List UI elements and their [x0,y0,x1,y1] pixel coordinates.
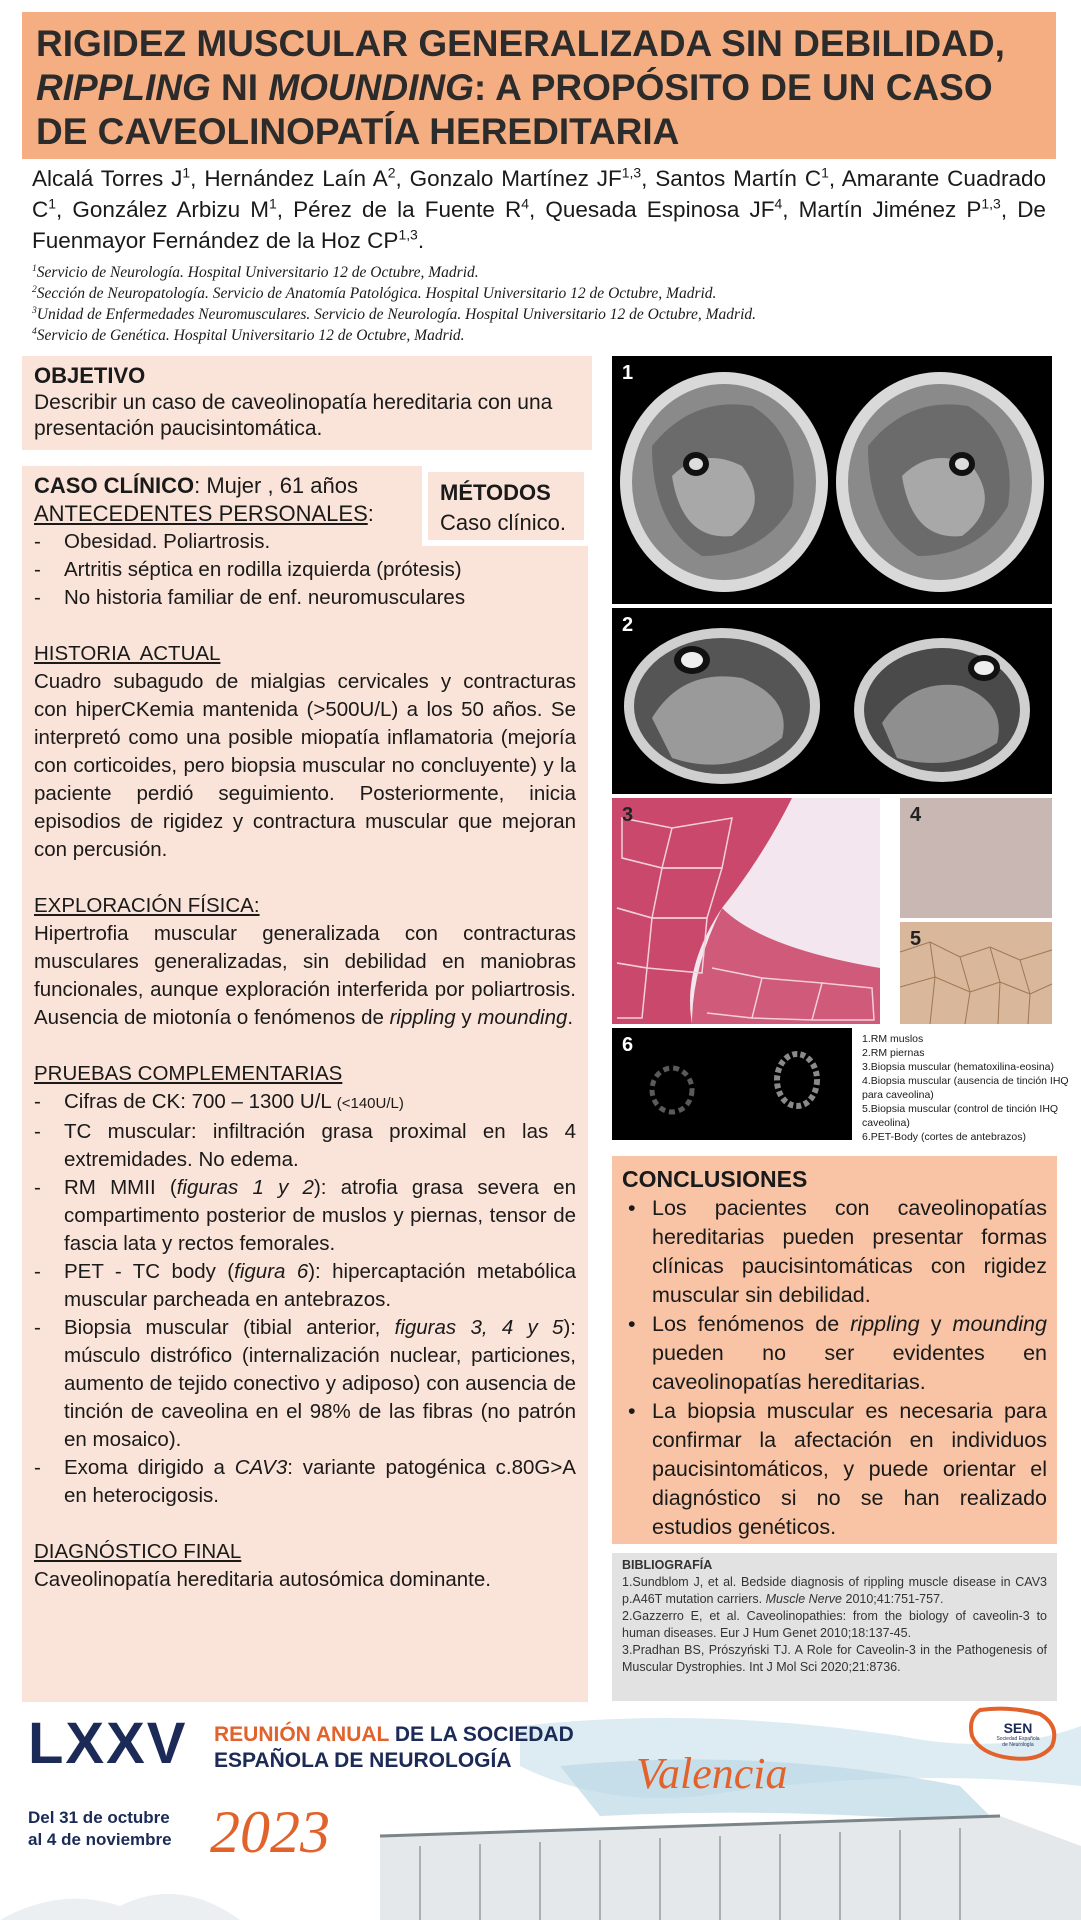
figure-number: 4 [910,804,922,826]
legend-item: 1.RM muslos [862,1033,924,1045]
author: González Arbizu $M^1$, [72,195,294,222]
author: Santos Martín $C^1$, [655,164,842,191]
figure-6-pet [612,1028,852,1140]
conclusiones-section [612,1156,1057,1544]
list-item: - Obesidad. Poliartrosis. [34,528,576,556]
affiliation: $^1$Servicio de Neurología. Hospital Universitario 12 de Octubre, Madrid. [32,262,479,281]
list-item: - Cifras de CK: 700 – 1300 U/L (<140U/L) [34,1088,576,1118]
affiliations [32,262,1046,346]
thigh-mri-image [612,356,1052,604]
metodos-heading: MÉTODOS [440,480,551,505]
exploracion-heading: EXPLORACIÓN FÍSICA: [34,894,260,917]
title-line-1: RIGIDEZ MUSCULAR GENERALIZADA SIN DEBILIDAD, [36,23,1005,64]
historia-text: Cuadro subagudo de mialgias cervicales y contracturas con hiperCKemia mantenida (>500U/L) a los 50 años. Se interpretó como una posible miopatía inflamatoria (mejoría con corticoides, pero biopsia muscular no concluyente) y la paciente perdió seguimiento. Posteriormente, inicia episodios de rigidez y contractura muscular que mejoran con percusión. [34,670,576,861]
caso-clinico-section [22,466,588,1702]
objetivo-text: Describir un caso de caveolinopatía hereditaria con una presentación paucisintomática. [34,391,553,440]
figure-number: 6 [622,1034,634,1056]
list-item: - No historia familiar de enf. neuromusculares [34,584,576,612]
antecedentes-heading: ANTECEDENTES PERSONALES: [34,501,374,526]
title-line-3: DE CAVEOLINOPATÍA HEREDITARIA [36,111,680,152]
bibliografia-section [612,1553,1057,1701]
author: Martín Jiménez P$^{1,3}$, [798,195,1018,222]
legend-item: 5.Biopsia muscular (control de tinción IHQ caveolina) [862,1103,1059,1129]
sen-logo [990,1720,1046,1748]
metodos-section [422,466,590,546]
author: Hernández Laín $A^2$, [204,164,410,191]
footer-banner [0,1706,1081,1920]
authors [32,163,1046,256]
author: Alcalá Torres $J^1$, [32,164,205,191]
affiliation: $^4$Servicio de Genética. Hospital Universitario 12 de Octubre, Madrid. [32,325,465,344]
list-item: - Biopsia muscular (tibial anterior, figuras 3, 4 y 5): músculo distrófico (internalización nuclear, particiones, aumento de tejido conectivo y adiposo) con ausencia de tinción de caveolina en el 98% de las fibras (no patrón en mosaico). [34,1314,576,1454]
exploracion-text: Hipertrofia muscular generalizada con contracturas musculares generalizadas, sin debilidad en maniobras funcionales, aunque exploración interferida por poliartrosis. Ausencia de miotonía o fenómenos de rippling y mounding. [34,922,576,1029]
sen-logo-text: SEN [1003,1720,1033,1736]
he-biopsy-image [612,798,880,1024]
figure-number: 1 [622,362,634,384]
legend-item: 6.PET-Body (cortes de antebrazos) [862,1131,1026,1143]
reference: 1.Sundblom J, et al. Bedside diagnosis of rippling muscle disease in CAV3 p.A46T mutation carriers. Muscle Nerve 2010;41:751-757. [622,1575,1047,1606]
figure-1-thigh-mri [612,356,1052,604]
conclusiones-heading: CONCLUSIONES [622,1166,808,1192]
reference: 3.Pradhan BS, Prószyński TJ. A Role for Caveolin-3 in the Pathogenesis of Muscular Dystrophies. Int J Mol Sci 2020;21:8736. [622,1643,1047,1674]
affiliation: $^2$Sección de Neuropatología. Servicio de Anatomía Patológica. Hospital Universitario 12 de Octubre, Madrid. [32,283,717,302]
sen-logo-sub1: Sociedad Española [996,1736,1040,1742]
list-item: • La biopsia muscular es necesaria para confirmar la afectación en individuos paucisintomáticos, y puede orientar el diagnóstico si no se han realizado estudios genéticos. [622,1397,1047,1542]
footer-date-2: al 4 de noviembre [28,1830,172,1849]
objetivo-heading: OBJETIVO [34,363,146,388]
diagnostico-heading: DIAGNÓSTICO FINAL [34,1540,242,1563]
footer-year: 2023 [210,1799,330,1865]
list-item: - TC muscular: infiltración grasa proximal en las 4 extremidades. No edema. [34,1118,576,1174]
figure-number: 3 [622,804,634,826]
footer-city: Valencia [636,1749,788,1798]
figure-3-he-biopsy [612,798,880,1024]
leg-mri-image [612,608,1052,794]
list-item: - RM MMII (figuras 1 y 2): atrofia grasa severa en compartimento posterior de muslos y piernas, tensor de fascia lata y rectos femorales. [34,1174,576,1258]
list-item: - PET - TC body (figura 6): hipercaptación metabólica muscular parcheada en antebrazos. [34,1258,576,1314]
figure-5-ihq-control [900,922,1052,1024]
list-item: • Los fenómenos de rippling y mounding pueden no ser evidentes en caveolinopatías hereditarias. [622,1310,1047,1397]
footer-lxxv: LXXV [28,1711,188,1776]
objetivo-section [22,356,592,450]
footer-reunion-line1: REUNIÓN ANUAL DE LA SOCIEDAD [214,1723,574,1746]
list-item: - Artritis séptica en rodilla izquierda (prótesis) [34,556,576,584]
diagnostico-text: Caveolinopatía hereditaria autosómica dominante. [34,1568,491,1591]
ihq-control-image [900,922,1052,1024]
list-item: - Exoma dirigido a CAV3: variante patogénica c.80G>A en heterocigosis. [34,1454,576,1510]
list-item: • Los pacientes con caveolinopatías hereditarias pueden presentar formas clínicas paucisintomáticas con rigidez muscular sin debilidad. [622,1194,1047,1310]
figure-legend [862,1032,1072,1144]
figure-2-leg-mri [612,608,1052,794]
author: Amarante Cuadrado $C^1$, [32,166,1047,222]
legend-item: 3.Biopsia muscular (hematoxilina-eosina) [862,1061,1055,1073]
author: Gonzalo Martínez JF$^{1,3}$, [409,164,656,191]
caso-heading: CASO CLÍNICO: Mujer , 61 años [34,473,358,498]
figure-number: 5 [910,928,922,950]
pet-image [612,1028,852,1140]
footer-date-1: Del 31 de octubre [28,1808,170,1827]
author: De Fuenmayor Fernández de la Hoz CP$^{1,3}$. [32,197,1046,253]
sen-logo-sub2: de Neurología [1002,1742,1034,1748]
metodos-text: Caso clínico. [440,510,566,535]
legend-item: 2.RM piernas [862,1047,925,1059]
author: Pérez de la Fuente $R^4$, [293,195,546,222]
figure-4-ihq-absent [900,798,1052,918]
author: Quesada Espinosa $JF^4$, [545,195,799,222]
historia-heading: HISTORIA ACTUAL [34,642,221,665]
legend-item: 4.Biopsia muscular (ausencia de tinción IHQ para caveolina) [862,1075,1069,1101]
figure-number: 2 [622,614,634,636]
reference: 2.Gazzerro E, et al. Caveolinopathies: from the biology of caveolin-3 to human diseases. Eur J Hum Genet 2010;18:137-45. [622,1609,1047,1640]
title-line-2: RIPPLING NI MOUNDING: A PROPÓSITO DE UN CASO [36,67,993,108]
pruebas-heading: PRUEBAS COMPLEMENTARIAS [34,1062,343,1085]
affiliation: $^3$Unidad de Enfermedades Neuromusculares. Servicio de Neurología. Hospital Universitario 12 de Octubre, Madrid. [32,304,757,323]
title-banner [22,12,1056,159]
bibliografia-heading: BIBLIOGRAFÍA [622,1558,713,1572]
footer-reunion-line2: ESPAÑOLA DE NEUROLOGÍA [214,1749,512,1772]
